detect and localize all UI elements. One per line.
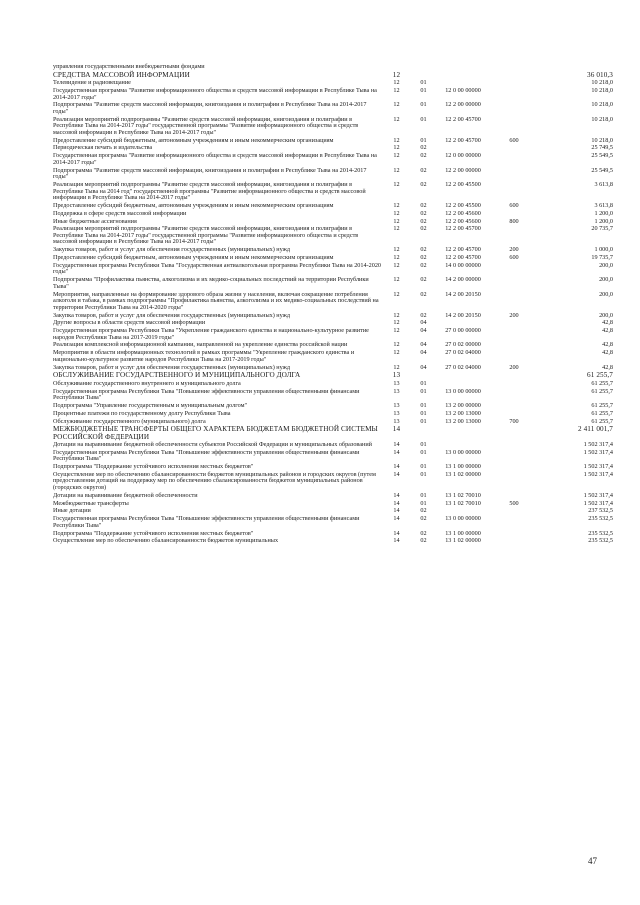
table-row xyxy=(53,403,613,410)
table-row xyxy=(53,153,613,166)
row-pr: 01 xyxy=(420,136,427,144)
row-rz: 12 xyxy=(393,349,400,357)
row-name: СРЕДСТВА МАССОВОЙ ИНФОРМАЦИИ xyxy=(53,70,190,79)
row-sum: 61 255,7 xyxy=(591,387,613,395)
row-name: Закупка товаров, работ и услуг для обеспечения государственных (муниципальных) нужд xyxy=(53,246,291,254)
row-pr: 02 xyxy=(420,217,427,225)
row-rz: 14 xyxy=(393,463,400,471)
row-rz: 12 xyxy=(393,115,400,123)
row-csr: 12 2 00 45700 xyxy=(445,246,481,254)
row-pr: 02 xyxy=(420,515,427,523)
row-csr: 13 0 00 00000 xyxy=(445,515,481,523)
row-csr: 27 0 02 04000 xyxy=(445,349,481,357)
table-row xyxy=(53,64,613,71)
row-pr: 01 xyxy=(420,387,427,395)
row-sum: 61 255,7 xyxy=(591,401,613,409)
row-pr: 04 xyxy=(420,319,427,327)
table-row xyxy=(53,292,613,312)
table-row xyxy=(53,450,613,463)
row-csr: 27 0 02 04000 xyxy=(445,363,481,371)
row-pr: 02 xyxy=(420,276,427,284)
row-sum: 42,8 xyxy=(602,363,613,371)
row-name: Мероприятия в области информационных технологий в рамках программы "Укрепление гражданского единства и национально-культурное развитие народов Республики Тыва на 2017-2019 годы" xyxy=(53,349,355,363)
row-name: Государственная программа Республики Тыва "Укрепление гражданского единства и национально-культурное развитие народов Республики Тыва на 2017-2019 годы" xyxy=(53,327,369,341)
row-sum: 10 218,0 xyxy=(591,101,613,109)
table-row xyxy=(53,516,613,529)
table-row xyxy=(53,389,613,402)
table-row xyxy=(53,247,613,254)
row-csr: 27 0 00 00000 xyxy=(445,327,481,335)
row-rz: 12 xyxy=(393,319,400,327)
row-sum: 200,0 xyxy=(599,290,613,298)
row-sum: 10 218,0 xyxy=(591,136,613,144)
row-rz: 12 xyxy=(393,86,400,94)
row-pr: 01 xyxy=(420,86,427,94)
row-rz: 13 xyxy=(393,387,400,395)
row-rz: 12 xyxy=(393,101,400,109)
row-sum: 42,8 xyxy=(602,349,613,357)
row-name: Реализация мероприятий подпрограммы "Развитие средств массовой информации, книгоиздания и полиграфии в Республике Тыва на 2014 год" государственной программы "Развитие информационного общества и средств массовой информации в Республике Тыва на 2014-2017 годы" xyxy=(53,180,366,202)
row-name: Государственная программа Республики Тыва "Повышение эффективности управления общественными финансами Республики Тыва" xyxy=(53,448,360,463)
row-vr: 600 xyxy=(509,254,519,262)
row-rz: 12 xyxy=(393,290,400,298)
row-vr: 200 xyxy=(509,246,519,254)
row-rz: 12 xyxy=(393,201,400,209)
row-rz: 12 xyxy=(393,363,400,371)
row-sum: 1 502 317,4 xyxy=(583,463,613,471)
table-row xyxy=(53,138,613,145)
row-pr: 02 xyxy=(420,246,427,254)
row-sum: 235 532,5 xyxy=(588,529,613,537)
table-row xyxy=(53,203,613,210)
row-name: Подпрограмма "Развитие средств массовой информации, книгоиздания и полиграфии в Республике Тыва на 2014-2017 годы" xyxy=(53,166,367,181)
row-rz: 14 xyxy=(393,448,400,456)
row-sum: 1 000,0 xyxy=(594,246,613,254)
row-pr: 04 xyxy=(420,363,427,371)
row-pr: 01 xyxy=(420,463,427,471)
row-name: Осуществление мер по обеспечению сбалансированности бюджетов муниципальных районов и городских округов (путем предоставления дотаций на поддержку мер по обеспечению сбалансированности бюджетов муниципальных районов (городских округов) xyxy=(53,470,376,492)
table-row xyxy=(53,211,613,218)
row-pr: 01 xyxy=(420,470,427,478)
row-name: Закупка товаров, работ и услуг для обеспечения государственных (муниципальных) нужд xyxy=(53,363,291,371)
row-vr: 800 xyxy=(509,217,519,225)
row-name: Подпрограмма "Профилактика пьянства, алкоголизма и их медико-социальных последствий на территории Республики Тыва" xyxy=(53,276,369,290)
row-rz: 12 xyxy=(393,246,400,254)
row-pr: 02 xyxy=(420,201,427,209)
row-csr: 13 1 00 00000 xyxy=(445,463,481,471)
row-pr: 02 xyxy=(420,537,427,545)
row-rz: 14 xyxy=(393,515,400,523)
row-sum: 25 549,5 xyxy=(591,152,613,160)
table-row xyxy=(53,411,613,418)
row-csr: 13 0 00 00000 xyxy=(445,448,481,456)
row-pr: 01 xyxy=(420,409,427,417)
row-sum: 1 200,0 xyxy=(594,217,613,225)
row-pr: 01 xyxy=(420,440,427,448)
row-rz: 12 xyxy=(393,217,400,225)
table-row xyxy=(53,72,613,79)
row-pr: 02 xyxy=(420,180,427,188)
row-csr: 12 0 00 00000 xyxy=(445,86,481,94)
row-pr: 02 xyxy=(420,166,427,174)
row-name: Иные бюджетные ассигнования xyxy=(53,217,137,225)
row-name: Другие вопросы в области средств массовой информации xyxy=(53,319,206,327)
row-csr: 12 2 00 00000 xyxy=(445,166,481,174)
row-sum: 42,8 xyxy=(602,327,613,335)
row-name: Осуществление мер по обеспечению сбалансированности бюджетов муниципальных xyxy=(53,537,279,545)
row-rz: 12 xyxy=(392,70,401,79)
table-row xyxy=(53,145,613,152)
row-pr: 02 xyxy=(420,529,427,537)
row-pr: 01 xyxy=(420,401,427,409)
table-row xyxy=(53,442,613,449)
table-row xyxy=(53,501,613,508)
row-pr: 02 xyxy=(420,225,427,233)
row-csr: 12 2 00 00000 xyxy=(445,101,481,109)
table-row xyxy=(53,365,613,372)
row-csr: 13 1 02 00000 xyxy=(445,537,481,545)
row-csr: 13 2 00 13000 xyxy=(445,417,481,425)
row-vr: 200 xyxy=(509,363,519,371)
row-sum: 25 549,5 xyxy=(591,166,613,174)
row-pr: 02 xyxy=(420,290,427,298)
row-name: Подпрограмма "Поддержание устойчивого исполнения местных бюджетов" xyxy=(53,529,254,537)
row-csr: 13 1 02 70010 xyxy=(445,499,481,507)
table-row xyxy=(53,342,613,349)
row-csr: 14 2 00 20150 xyxy=(445,311,481,319)
row-sum: 61 255,7 xyxy=(591,409,613,417)
row-name: Дотации на выравнивание бюджетной обеспеченности субъектов Российской Федерации и муниципальных образований xyxy=(53,440,372,448)
row-csr: 13 2 00 00000 xyxy=(445,401,481,409)
row-vr: 700 xyxy=(509,417,519,425)
row-name: Подпрограмма "Управление государственным и муниципальным долгом" xyxy=(53,401,248,409)
table-row xyxy=(53,472,613,492)
row-csr: 12 2 00 45500 xyxy=(445,180,481,188)
row-sum: 1 200,0 xyxy=(594,209,613,217)
row-csr: 12 2 00 45700 xyxy=(445,225,481,233)
row-rz: 13 xyxy=(393,409,400,417)
row-rz: 12 xyxy=(393,311,400,319)
row-rz: 12 xyxy=(393,261,400,269)
row-csr: 27 0 02 00000 xyxy=(445,341,481,349)
row-name: Обслуживание государственного внутреннего и муниципального долга xyxy=(53,379,241,387)
row-csr: 12 2 00 45500 xyxy=(445,201,481,209)
row-sum: 3 613,8 xyxy=(594,201,613,209)
row-sum: 10 218,0 xyxy=(591,86,613,94)
row-sum: 200,0 xyxy=(599,276,613,284)
row-name: Государственная программа "Развитие информационного общества и средств массовой информации в Республике Тыва на 2014-2017 годы" xyxy=(53,152,377,166)
row-sum: 1 502 317,4 xyxy=(583,491,613,499)
row-name: Реализация мероприятий подпрограммы "Развитие средств массовой информации, книгоиздания и полиграфии в Республике Тыва на 2014-2017 годы" государственной программы "Развитие информационного общества и средств массовой информации в Республике Тыва на 2014-2017 годы" xyxy=(53,115,359,136)
row-sum: 10 218,0 xyxy=(591,79,613,87)
row-sum: 200,0 xyxy=(599,311,613,319)
row-rz: 13 xyxy=(392,371,401,380)
row-pr: 02 xyxy=(420,507,427,515)
row-rz: 12 xyxy=(393,276,400,284)
row-csr: 13 1 02 70010 xyxy=(445,491,481,499)
row-csr: 12 2 00 45700 xyxy=(445,254,481,262)
row-pr: 02 xyxy=(420,209,427,217)
table-row xyxy=(53,182,613,202)
row-sum: 61 255,7 xyxy=(591,379,613,387)
table-row xyxy=(53,277,613,290)
row-name: Государственная программа Республики Тыва "Повышение эффективности управления общественными финансами Республики Тыва" xyxy=(53,387,360,402)
row-rz: 12 xyxy=(393,166,400,174)
page-number: 47 xyxy=(588,856,597,866)
table-row xyxy=(53,102,613,115)
row-csr: 12 2 00 45700 xyxy=(445,115,481,123)
table-row xyxy=(53,426,613,440)
table-row xyxy=(53,117,613,137)
row-csr: 13 1 00 00000 xyxy=(445,529,481,537)
table-row xyxy=(53,372,613,379)
row-rz: 14 xyxy=(393,537,400,545)
table-row xyxy=(53,350,613,363)
row-pr: 02 xyxy=(420,261,427,269)
row-name: Закупка товаров, работ и услуг для обеспечения государственных (муниципальных) нужд xyxy=(53,311,291,319)
row-rz: 14 xyxy=(392,425,401,434)
table-row xyxy=(53,508,613,515)
row-sum: 61 255,7 xyxy=(591,417,613,425)
row-pr: 01 xyxy=(420,115,427,123)
row-pr: 04 xyxy=(420,327,427,335)
row-sum: 235 532,5 xyxy=(588,537,613,545)
row-name: управления государственными внебюджетными фондами xyxy=(53,63,205,70)
row-name: Межбюджетные трансферты xyxy=(53,499,129,507)
row-rz: 14 xyxy=(393,491,400,499)
table-row xyxy=(53,80,613,87)
row-name: Предоставление субсидий бюджетным, автономным учреждениям и иным некоммерческим организациям xyxy=(53,201,334,209)
row-pr: 02 xyxy=(420,311,427,319)
row-pr: 01 xyxy=(420,499,427,507)
table-row xyxy=(53,328,613,341)
row-sum: 235 532,5 xyxy=(588,515,613,523)
row-pr: 02 xyxy=(420,254,427,262)
row-name: Дотации на выравнивание бюджетной обеспеченности xyxy=(53,491,198,499)
row-name: Процентные платежи по государственному долгу Республики Тыва xyxy=(53,409,231,417)
row-name: Мероприятия, направленные на формирование здорового образа жизни у населения, включая сокращение потребления алкоголя и табака, в рамках подпрограммы "Профилактика пьянства, алкоголизма и их медико-социальных последствий на территории Республики Тыва на 2014-2020 годы" xyxy=(53,290,379,311)
row-rz: 13 xyxy=(393,401,400,409)
row-rz: 12 xyxy=(393,152,400,160)
row-name: Государственная программа Республики Тыва "Повышение эффективности управления общественными финансами Республики Тыва" xyxy=(53,515,360,529)
row-rz: 12 xyxy=(393,209,400,217)
row-pr: 01 xyxy=(420,448,427,456)
row-csr: 14 0 00 00000 xyxy=(445,261,481,269)
row-name: Предоставление субсидий бюджетным, автономным учреждениям и иным некоммерческим организациям xyxy=(53,136,334,144)
row-sum: 2 411 001,7 xyxy=(578,425,613,434)
table-row xyxy=(53,531,613,538)
row-rz: 12 xyxy=(393,79,400,87)
row-name: Реализация комплексной информационной кампании, направленной на укрепление единства российской нации xyxy=(53,341,348,349)
row-name: Реализация мероприятий подпрограммы "Развитие средств массовой информации, книгоиздания и полиграфии в Республике Тыва на 2014-2017 годы" государственной программы "Развитие информационного общества и средств массовой информации в Республике Тыва на 2014-2017 годы" xyxy=(53,225,359,246)
row-pr: 01 xyxy=(420,79,427,87)
table-row xyxy=(53,219,613,226)
row-csr: 13 0 00 00000 xyxy=(445,387,481,395)
table-row xyxy=(53,168,613,181)
row-rz: 14 xyxy=(393,470,400,478)
table-row xyxy=(53,493,613,500)
row-csr: 12 2 00 45600 xyxy=(445,209,481,217)
row-rz: 14 xyxy=(393,507,400,515)
row-rz: 12 xyxy=(393,341,400,349)
row-rz: 13 xyxy=(393,417,400,425)
row-name: Подпрограмма "Поддержание устойчивого исполнения местных бюджетов" xyxy=(53,463,254,471)
row-sum: 1 502 317,4 xyxy=(583,440,613,448)
row-sum: 61 255,7 xyxy=(587,371,613,380)
row-rz: 12 xyxy=(393,144,400,152)
row-sum: 25 749,5 xyxy=(591,144,613,152)
table-row xyxy=(53,381,613,388)
row-rz: 13 xyxy=(393,379,400,387)
table-row xyxy=(53,263,613,276)
row-sum: 36 010,3 xyxy=(587,70,613,79)
row-rz: 14 xyxy=(393,440,400,448)
row-sum: 10 218,0 xyxy=(591,115,613,123)
table-row xyxy=(53,255,613,262)
row-vr: 200 xyxy=(509,311,519,319)
table-row xyxy=(53,464,613,471)
row-rz: 12 xyxy=(393,180,400,188)
row-pr: 01 xyxy=(420,417,427,425)
row-name: Поддержка в сфере средств массовой информации xyxy=(53,209,187,217)
row-vr: 600 xyxy=(509,136,519,144)
row-sum: 19 735,7 xyxy=(591,254,613,262)
row-rz: 12 xyxy=(393,327,400,335)
row-name: Предоставление субсидий бюджетным, автономным учреждениям и иным некоммерческим организациям xyxy=(53,254,334,262)
row-rz: 14 xyxy=(393,499,400,507)
row-vr: 600 xyxy=(509,201,519,209)
row-csr: 12 0 00 00000 xyxy=(445,152,481,160)
budget-table xyxy=(53,64,613,546)
row-pr: 02 xyxy=(420,144,427,152)
row-rz: 14 xyxy=(393,529,400,537)
row-sum: 1 502 317,4 xyxy=(583,448,613,456)
row-sum: 20 735,7 xyxy=(591,225,613,233)
table-row xyxy=(53,320,613,327)
row-rz: 12 xyxy=(393,225,400,233)
row-pr: 01 xyxy=(420,491,427,499)
table-row xyxy=(53,88,613,101)
row-pr: 04 xyxy=(420,341,427,349)
table-row xyxy=(53,313,613,320)
row-name: МЕЖБЮДЖЕТНЫЕ ТРАНСФЕРТЫ ОБЩЕГО ХАРАКТЕРА БЮДЖЕТАМ БЮДЖЕТНОЙ СИСТЕМЫ РОССИЙСКОЙ ФЕДЕРАЦИИ xyxy=(53,425,378,441)
row-csr: 14 2 00 20150 xyxy=(445,290,481,298)
table-row xyxy=(53,226,613,246)
row-name: Подпрограмма "Развитие средств массовой информации, книгоиздания и полиграфии в Республике Тыва на 2014-2017 годы" xyxy=(53,101,367,115)
row-rz: 12 xyxy=(393,136,400,144)
row-name: Обслуживание государственного (муниципального) долга xyxy=(53,417,206,425)
row-name: Иные дотации xyxy=(53,507,91,515)
row-pr: 01 xyxy=(420,379,427,387)
row-pr: 01 xyxy=(420,101,427,109)
row-sum: 42,8 xyxy=(602,319,613,327)
row-csr: 12 2 00 45600 xyxy=(445,217,481,225)
row-vr: 500 xyxy=(509,499,519,507)
row-csr: 12 2 00 45700 xyxy=(445,136,481,144)
row-name: Телевидение и радиовещание xyxy=(53,79,131,87)
row-csr: 13 2 00 13000 xyxy=(445,409,481,417)
row-csr: 14 2 00 00000 xyxy=(445,276,481,284)
row-pr: 02 xyxy=(420,152,427,160)
row-sum: 1 502 317,4 xyxy=(583,470,613,478)
table-row xyxy=(53,538,613,545)
row-sum: 42,8 xyxy=(602,341,613,349)
row-csr: 13 1 02 00000 xyxy=(445,470,481,478)
row-sum: 200,0 xyxy=(599,261,613,269)
row-name: Государственная программа "Развитие информационного общества и средств массовой информации в Республике Тыва на 2014-2017 годы" xyxy=(53,86,377,101)
row-sum: 3 613,8 xyxy=(594,180,613,188)
row-sum: 1 502 317,4 xyxy=(583,499,613,507)
row-name: ОБСЛУЖИВАНИЕ ГОСУДАРСТВЕННОГО И МУНИЦИПАЛЬНОГО ДОЛГА xyxy=(53,371,301,380)
row-rz: 12 xyxy=(393,254,400,262)
row-name: Периодическая печать и издательства xyxy=(53,144,153,152)
row-sum: 237 532,5 xyxy=(588,507,613,515)
row-pr: 04 xyxy=(420,349,427,357)
row-name: Государственная программа Республики Тыва "Государственная антиалкогольная программа Республики Тыва на 2014-2020 годы" xyxy=(53,261,382,276)
